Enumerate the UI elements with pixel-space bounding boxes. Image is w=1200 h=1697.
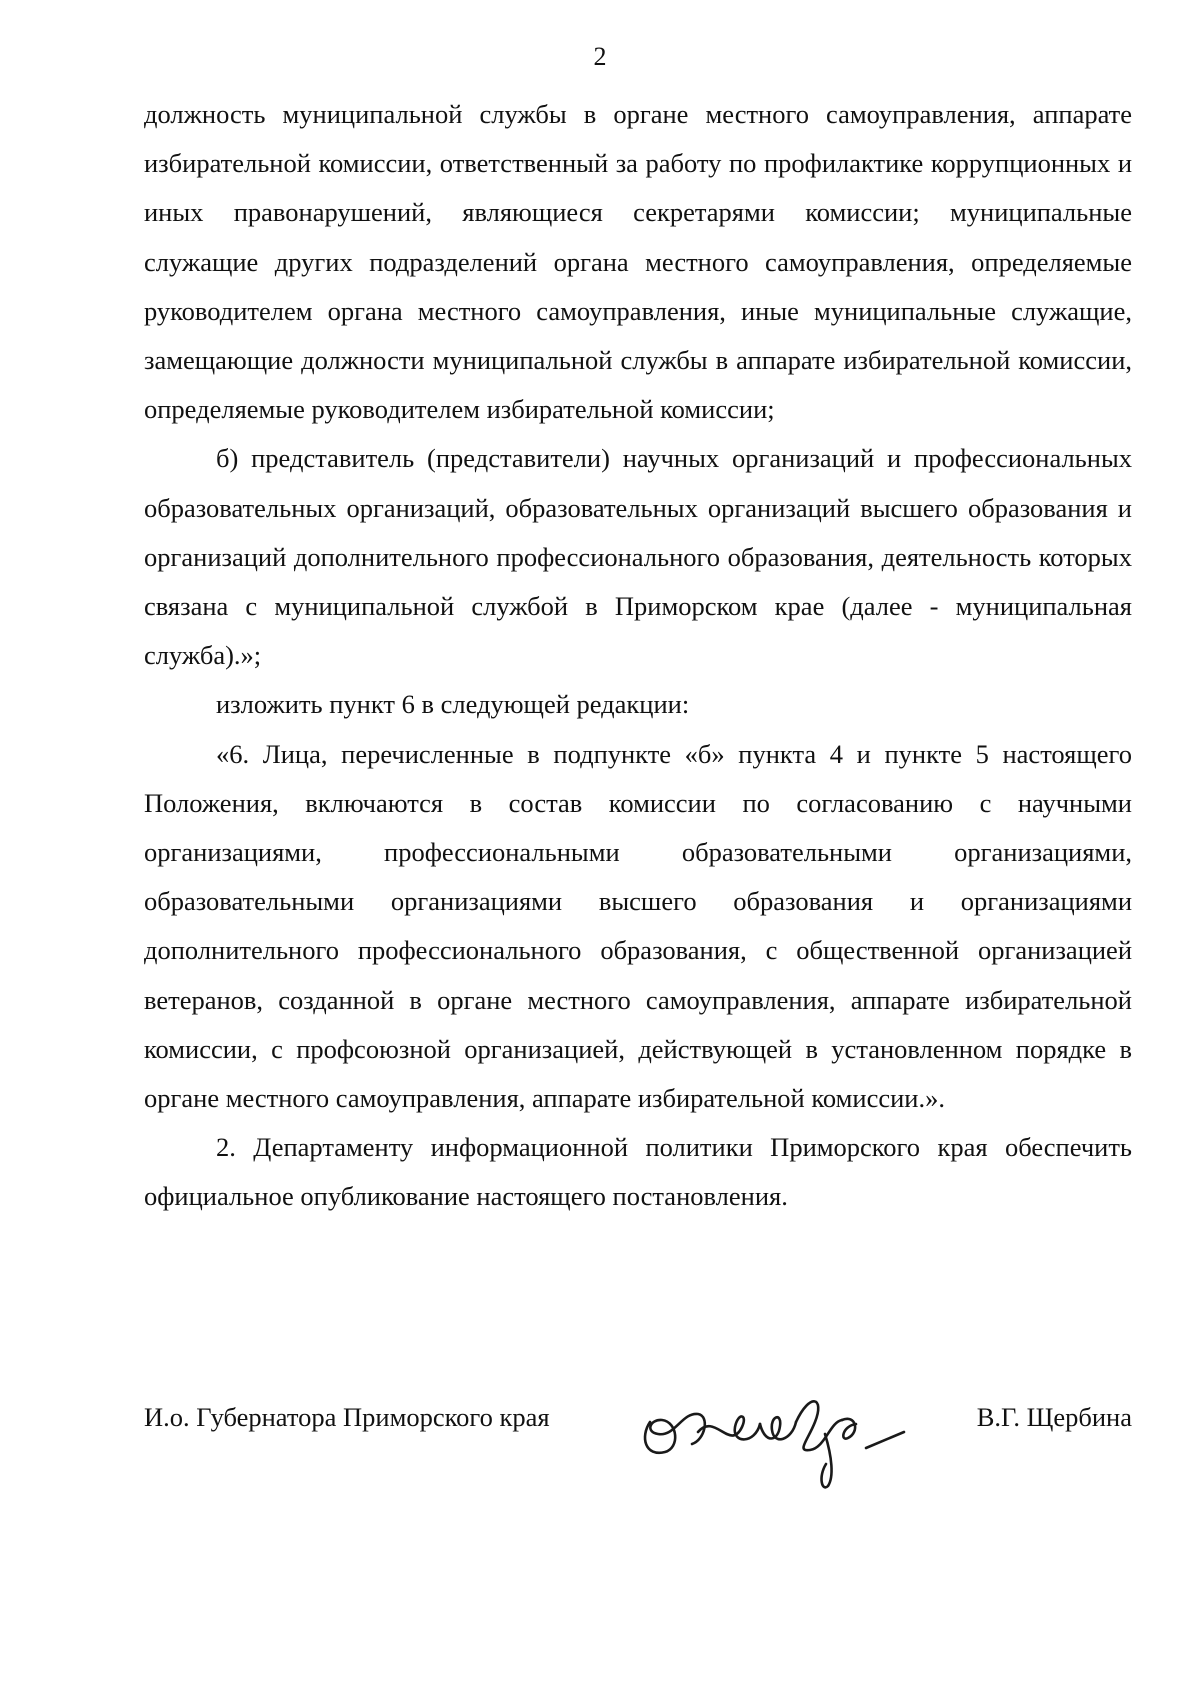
signatory-name: В.Г. Щербина: [976, 1402, 1132, 1432]
paragraph-point-6-text: «6. Лица, перечисленные в подпункте «б» пункта 4 и пункте 5 настоящего Положения, включаются в состав комиссии по согласованию с научными организациями, профессиональными образовательными организациями, образовательными организациями высшего образования и организациями дополнительного профессионального образования, с общественной организацией ветеранов, созданной в органе местного самоуправления, аппарате избирательной комиссии, с профсоюзной организацией, действующей в установленном порядке в органе местного самоуправления, аппарате избирательной комиссии.».: [144, 738, 1132, 1114]
document-body: [144, 90, 1132, 1222]
handwritten-signature: [620, 1382, 920, 1492]
paragraph-amend-point-6: изложить пункт 6 в следующей редакции:: [216, 689, 690, 720]
paragraph-publication-order: 2. Департаменту информационной политики Приморского края обеспечить официальное опубликование настоящего постановления.: [144, 1132, 1132, 1212]
paragraph-commission-members-a: должность муниципальной службы в органе местного самоуправления, аппарате избирательной комиссии, ответственный за работу по профилактике коррупционных и иных правонарушений, являющиеся секретарями комиссии; муниципальные служащие других подразделений органа местного самоуправления, определяемые руководителем органа местного самоуправления, иные муниципальные служащие, замещающие должности муниципальной службы в аппарате избирательной комиссии, определяемые руководителем избирательной комиссии;: [144, 99, 1132, 425]
paragraph-commission-members-b: б) представитель (представители) научных организаций и профессиональных образовательных организаций, образовательных организаций высшего образования и организаций дополнительного профессионального образования, деятельность которых связана с муниципальной службой в Приморском крае (далее - муниципальная служба).»;: [144, 443, 1132, 671]
signature-block: [144, 1388, 1132, 1468]
signatory-title: И.о. Губернатора Приморского края: [144, 1402, 550, 1432]
page-number: 2: [593, 42, 607, 71]
